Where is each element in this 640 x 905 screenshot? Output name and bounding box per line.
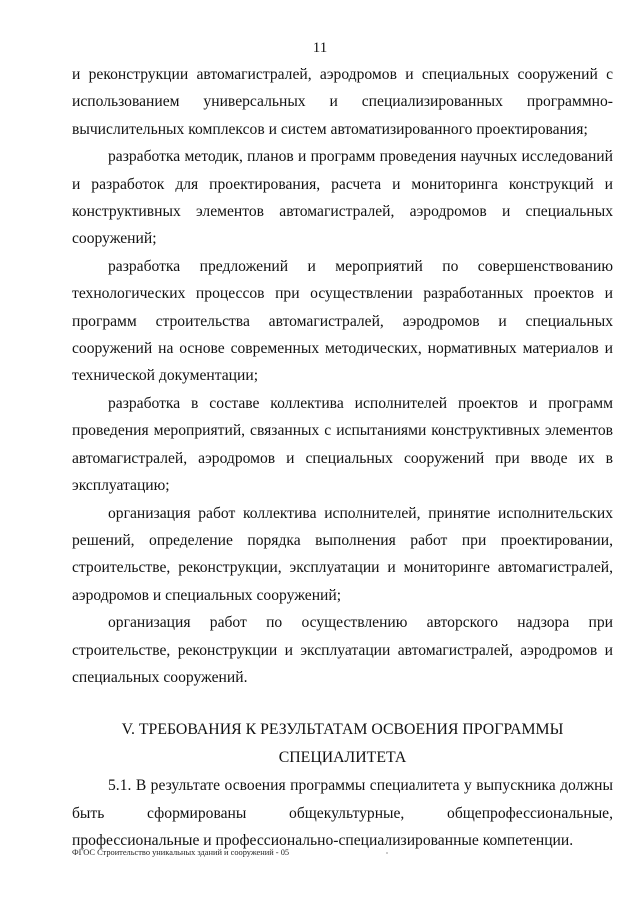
paragraph-competencies: 5.1. В результате освоения программы специалитета у выпускника должны быть сформированы общекультурные, общепрофессиональные, профессиональные и профессионально-специализированные компетенции. <box>72 777 613 850</box>
paragraph-research-methods: разработка методик, планов и программ проведения научных исследований и разработок для проектирования, расчета и мониторинга конструкций и конструктивных элементов автомагистралей, аэродромов и специальных сооружений; <box>72 148 613 248</box>
paragraph-team-organization: организация работ коллектива исполнителей, принятие исполнительских решений, определение порядка выполнения работ при проектировании, строительстве, реконструкции, эксплуатации и мониторинге автомагистралей, аэродромов и специальных сооружений; <box>72 504 613 604</box>
paragraph-author-supervision: организация работ по осуществлению авторского надзора при строительстве, реконструкции и эксплуатации автомагистралей, аэродромов и специальных сооружений. <box>72 614 613 686</box>
section-heading-line-2: СПЕЦИАЛИТЕТА <box>278 749 407 767</box>
paragraph-continuation: и реконструкции автомагистралей, аэродромов и специальных сооружений с использованием универсальных и специализированных программно-вычислительных комплексов и систем автоматизированного проектирования; <box>72 66 613 138</box>
scan-speck <box>386 852 388 854</box>
footer-note: ФГОС Строительство уникальных зданий и сооружений - 05 <box>72 848 290 857</box>
paragraph-testing-programs: разработка в составе коллектива исполнителей проектов и программ проведения мероприятий, связанных с испытаниями конструктивных элементов автомагистралей, аэродромов и специальных сооружений при вводе их в эксплуатацию; <box>72 394 613 495</box>
section-heading-line-1: V. ТРЕБОВАНИЯ К РЕЗУЛЬТАТАМ ОСВОЕНИЯ ПРОГРАММЫ <box>121 721 564 739</box>
document-body <box>72 61 613 855</box>
page-number: 11 <box>312 40 328 56</box>
paragraph-process-improvement: разработка предложений и мероприятий по совершенствованию технологических процессов при осуществлении разработанных проектов и программ строительства автомагистралей, аэродромов и специальных сооружений на основе современных методических, нормативных материалов и технической документации; <box>72 257 613 385</box>
section-heading <box>72 716 613 772</box>
